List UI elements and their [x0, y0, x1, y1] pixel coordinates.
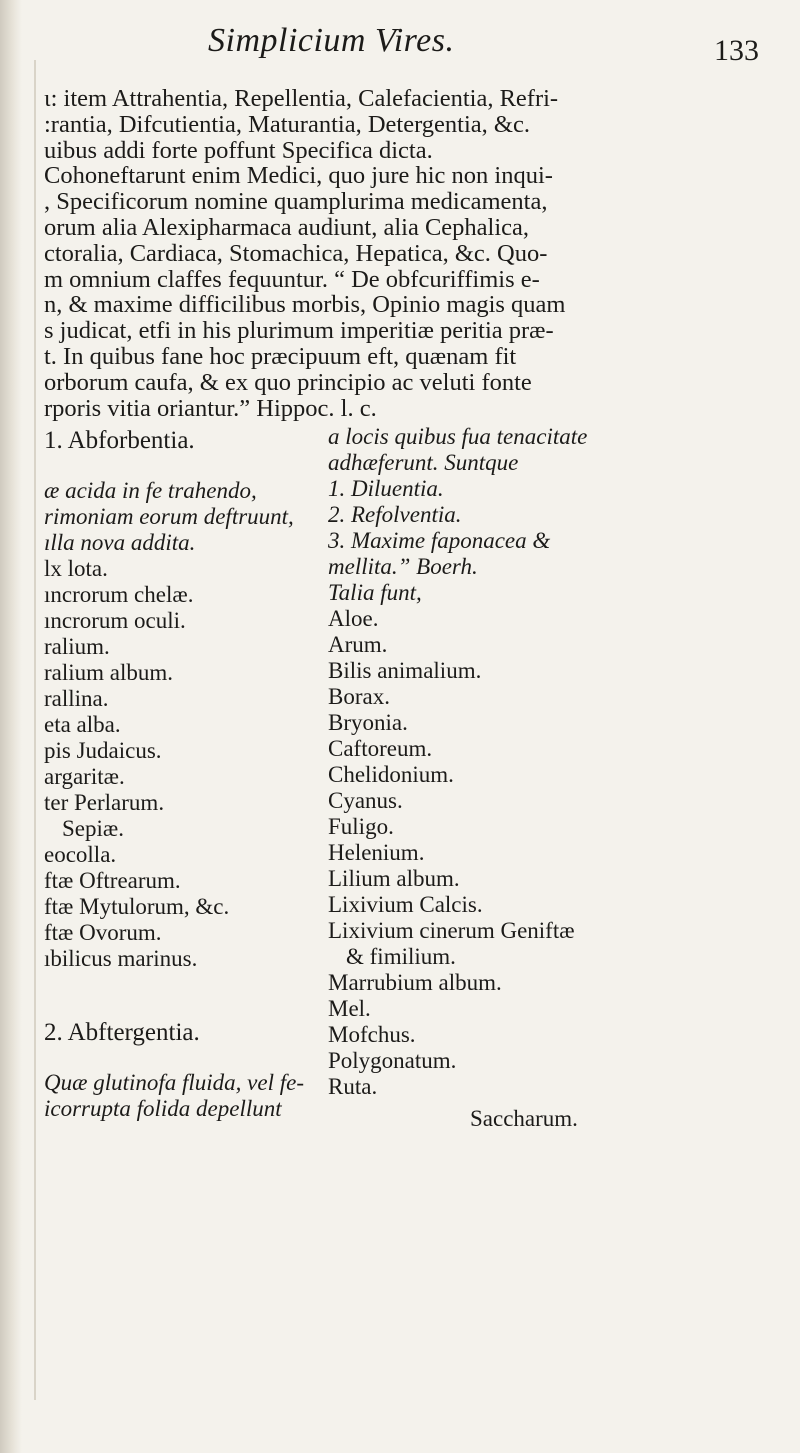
list-item: Ruta.: [328, 1074, 378, 1099]
running-head: Simplicium Vires.: [208, 22, 455, 59]
left-column: [44, 424, 344, 1122]
list-item: Borax.: [328, 684, 390, 709]
paragraph-line: t. In quibus fane hoc præcipuum eft, quænam fit: [44, 342, 517, 370]
paragraph-line: m omnium claffes fequuntur. “ De obfcuriffimis e-: [44, 265, 540, 293]
list-item: Lixivium Calcis.: [328, 892, 483, 917]
numbered-item: 2. Refolventia.: [328, 502, 462, 527]
list-item: lx lota.: [44, 556, 108, 581]
paragraph-line: s judicat, etfi in his plurimum imperitiæ peritia præ-: [44, 317, 554, 345]
paragraph-line: uibus addi forte poffunt Specifica dicta.: [44, 136, 433, 164]
catchword: Saccharum.: [470, 1106, 578, 1131]
list-item: ftæ Ovorum.: [44, 920, 162, 945]
list-item: Caftoreum.: [328, 736, 433, 761]
list-item: ftæ Oftrearum.: [44, 868, 181, 893]
list-item: ıbilicus marinus.: [44, 946, 198, 971]
list-item: Bryonia.: [328, 710, 408, 735]
list-item: Arum.: [328, 632, 388, 657]
paragraph-line: orborum caufa, & ex quo principio ac veluti fonte: [44, 368, 532, 396]
section-description-line: a locis quibus fua tenacitate: [328, 424, 588, 449]
page-number: 133: [714, 34, 759, 67]
list-item: Sepiæ.: [62, 816, 124, 841]
paragraph-line: n, & maxime difficilibus morbis, Opinio magis quam: [44, 291, 566, 319]
section-description-line: icorrupta folida depellunt: [44, 1096, 282, 1121]
section-description-line: ılla nova addita.: [44, 530, 196, 555]
section-description-line: rimoniam eorum deftruunt,: [44, 504, 294, 529]
paragraph-line: , Specificorum nomine quamplurima medicamenta,: [44, 188, 548, 216]
paragraph-line: orum alia Alexipharmaca audiunt, alia Cephalica,: [44, 213, 530, 241]
book-gutter-shadow: [0, 0, 22, 1453]
list-item: Helenium.: [328, 840, 425, 865]
section-description-line: adhæferunt. Suntque: [328, 450, 519, 475]
list-subheading: Talia funt,: [328, 580, 422, 605]
list-item: Lixivium cinerum Geniftæ: [328, 918, 575, 943]
list-item: Chelidonium.: [328, 762, 454, 787]
list-item: Fuligo.: [328, 814, 394, 839]
right-column: [328, 424, 788, 1132]
gutter-line: [34, 60, 36, 1400]
paragraph-line: ι: item Attrahentia, Repellentia, Calefacientia, Refri-: [44, 85, 559, 112]
list-item: ftæ Mytulorum, &c.: [44, 894, 230, 919]
list-item: Polygonatum.: [328, 1048, 457, 1073]
numbered-item: 3. Maxime faponacea &: [328, 528, 551, 553]
list-item: pis Judaicus.: [44, 738, 162, 763]
section-heading-absorbentia: 1. Abforbentia.: [44, 427, 195, 454]
list-item: Lilium album.: [328, 866, 460, 891]
list-item: Mel.: [328, 996, 371, 1021]
list-item: Mofchus.: [328, 1022, 416, 1047]
paragraph-line: Cohoneftarunt enim Medici, quo jure hic non inqui-: [44, 162, 553, 190]
section-description-line: æ acida in fe trahendo,: [44, 478, 257, 503]
numbered-item: 1. Diluentia.: [328, 476, 444, 501]
list-item: ıncrorum chelæ.: [44, 582, 194, 607]
section-heading-abstergentia: 2. Abftergentia.: [44, 1019, 200, 1046]
list-item: ıncrorum oculi.: [44, 608, 186, 633]
paragraph-line: ctoralia, Cardiaca, Stomachica, Hepatica, &c. Quo-: [44, 239, 548, 267]
list-item: argaritæ.: [44, 764, 125, 789]
list-item: rallina.: [44, 686, 109, 711]
section-description-line: Quæ glutinofa fluida, vel fe-: [44, 1070, 304, 1095]
list-item: ralium.: [44, 634, 110, 659]
list-item: Bilis animalium.: [328, 658, 482, 683]
list-item: Cyanus.: [328, 788, 403, 813]
list-item: Aloe.: [328, 606, 379, 631]
list-item: ter Perlarum.: [44, 790, 165, 815]
list-item: Marrubium album.: [328, 970, 502, 995]
list-item: ralium album.: [44, 660, 174, 685]
paragraph-line: rporis vitia oriantur.” Hippoc. l. c.: [44, 394, 377, 422]
paragraph-line: :rantia, Difcutientia, Maturantia, Detergentia, &c.: [44, 110, 530, 138]
list-item: eta alba.: [44, 712, 121, 737]
numbered-item: mellita.” Boerh.: [328, 554, 478, 579]
list-item: & fimilium.: [346, 944, 456, 969]
list-item: eocolla.: [44, 842, 117, 867]
body-paragraph: [44, 86, 784, 421]
